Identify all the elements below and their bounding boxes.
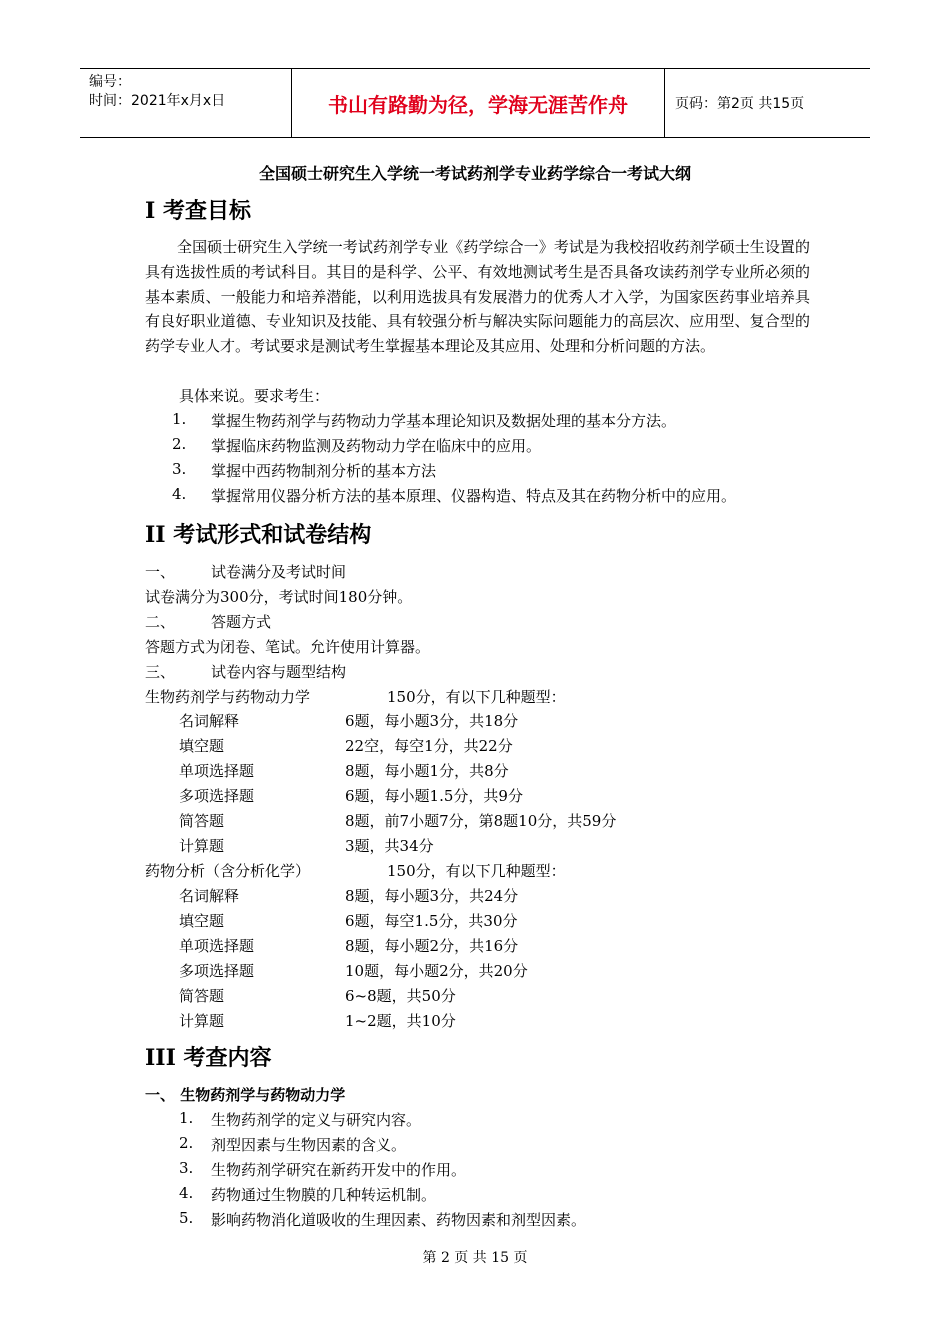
list-item-number: 3. bbox=[172, 460, 187, 478]
list-item: 掌握中西药物制剂分析的基本方法 bbox=[211, 462, 437, 480]
question-type: 多项选择题 bbox=[179, 962, 255, 980]
question-type: 计算题 bbox=[179, 1012, 225, 1030]
question-detail: 10题，每小题2分，共20分 bbox=[345, 962, 528, 980]
format-item-title: 试卷内容与题型结构 bbox=[211, 663, 347, 681]
objectives-paragraph: 全国硕士研究生入学统一考试药剂学专业《药学综合一》考试是为我校招收药剂学硕士生设置的具有选拔性质的考试科目。其目的是科学、公平、有效地测试考生是否具备攻读药剂学专业所必须的基本素质、一般能力和培养潜能，以利用选拔具有发展潜力的优秀人才入学，为国家医药事业培养具有良好职业道德、专业知识及技能、具有较强分析与解决实际问题能力的高层次、应用型、复合型的药学专业人才。考试要求是测试考生掌握基本理论及其应用、处理和分析问题的方法。 bbox=[145, 238, 810, 356]
subject-name: 生物药剂学与药物动力学 bbox=[145, 688, 311, 706]
question-type: 计算题 bbox=[179, 837, 225, 855]
question-detail: 8题，每小题1分，共8分 bbox=[345, 762, 509, 780]
page-footer: 第 2 页 共 15 页 bbox=[422, 1250, 528, 1266]
list-item-number: 1. bbox=[172, 410, 187, 428]
list-item-number: 3. bbox=[179, 1159, 194, 1177]
header-motto: 书山有路勤为径，学海无涯苦作舟 bbox=[292, 69, 665, 137]
question-type: 名词解释 bbox=[179, 887, 240, 905]
section-heading-objectives: I 考查目标 bbox=[145, 198, 251, 224]
question-type: 填空题 bbox=[179, 912, 225, 930]
header-number-label: 编号： bbox=[89, 74, 131, 90]
question-detail: 8题，前7小题7分，第8题10分，共59分 bbox=[345, 812, 617, 830]
question-type: 简答题 bbox=[179, 812, 225, 830]
list-item: 掌握生物药剂学与药物动力学基本理论知识及数据处理的基本分方法。 bbox=[211, 412, 677, 430]
page-header bbox=[80, 68, 870, 138]
format-item-number: 一、 bbox=[145, 563, 176, 581]
list-item: 生物药剂学研究在新药开发中的作用。 bbox=[211, 1161, 467, 1179]
document-title: 全国硕士研究生入学统一考试药剂学专业药学综合一考试大纲 bbox=[258, 164, 691, 183]
subject-score: 150分，有以下几种题型： bbox=[387, 862, 566, 880]
list-item: 掌握临床药物监测及药物动力学在临床中的应用。 bbox=[211, 437, 542, 455]
question-detail: 6题，每空1.5分，共30分 bbox=[345, 912, 518, 930]
list-item: 掌握常用仪器分析方法的基本原理、仪器构造、特点及其在药物分析中的应用。 bbox=[211, 487, 737, 505]
question-detail: 22空，每空1分，共22分 bbox=[345, 737, 513, 755]
question-detail: 6题，每小题3分，共18分 bbox=[345, 712, 519, 730]
header-meta bbox=[80, 69, 292, 137]
question-type: 填空题 bbox=[179, 737, 225, 755]
question-type: 名词解释 bbox=[179, 712, 240, 730]
requirements-intro: 具体来说。要求考生： bbox=[179, 387, 330, 405]
content-subheading: 一、 生物药剂学与药物动力学 bbox=[145, 1086, 346, 1104]
list-item-number: 5. bbox=[179, 1209, 194, 1227]
format-item-title: 答题方式 bbox=[211, 613, 272, 631]
section-heading-content: III 考查内容 bbox=[145, 1045, 272, 1071]
list-item: 影响药物消化道吸收的生理因素、药物因素和剂型因素。 bbox=[211, 1211, 587, 1229]
question-type: 单项选择题 bbox=[179, 937, 255, 955]
list-item: 剂型因素与生物因素的含义。 bbox=[211, 1136, 407, 1154]
format-item-title: 试卷满分及考试时间 bbox=[211, 563, 347, 581]
question-type: 简答题 bbox=[179, 987, 225, 1005]
header-page-info: 页码：第2页 共15页 bbox=[675, 96, 805, 112]
question-detail: 8题，每小题3分，共24分 bbox=[345, 887, 519, 905]
question-detail: 6题，每小题1.5分，共9分 bbox=[345, 787, 523, 805]
list-item-number: 2. bbox=[172, 435, 187, 453]
list-item-number: 4. bbox=[172, 485, 187, 503]
header-date: 时间：2021年x月x日 bbox=[89, 93, 226, 109]
question-detail: 8题，每小题2分，共16分 bbox=[345, 937, 519, 955]
list-item-number: 1. bbox=[179, 1109, 194, 1127]
format-item-body: 答题方式为闭卷、笔试。允许使用计算器。 bbox=[145, 638, 431, 656]
question-type: 多项选择题 bbox=[179, 787, 255, 805]
question-detail: 6~8题，共50分 bbox=[345, 987, 456, 1005]
subject-score: 150分，有以下几种题型： bbox=[387, 688, 566, 706]
subject-name: 药物分析（含分析化学） bbox=[145, 862, 311, 880]
format-item-number: 三、 bbox=[145, 663, 176, 681]
list-item: 生物药剂学的定义与研究内容。 bbox=[211, 1111, 422, 1129]
question-detail: 1~2题，共10分 bbox=[345, 1012, 456, 1030]
list-item-number: 2. bbox=[179, 1134, 194, 1152]
list-item-number: 4. bbox=[179, 1184, 194, 1202]
question-type: 单项选择题 bbox=[179, 762, 255, 780]
list-item: 药物通过生物膜的几种转运机制。 bbox=[211, 1186, 437, 1204]
format-item-body: 试卷满分为300分，考试时间180分钟。 bbox=[145, 588, 413, 606]
format-item-number: 二、 bbox=[145, 613, 176, 631]
section-heading-exam-format: II 考试形式和试卷结构 bbox=[145, 522, 372, 548]
question-detail: 3题，共34分 bbox=[345, 837, 434, 855]
